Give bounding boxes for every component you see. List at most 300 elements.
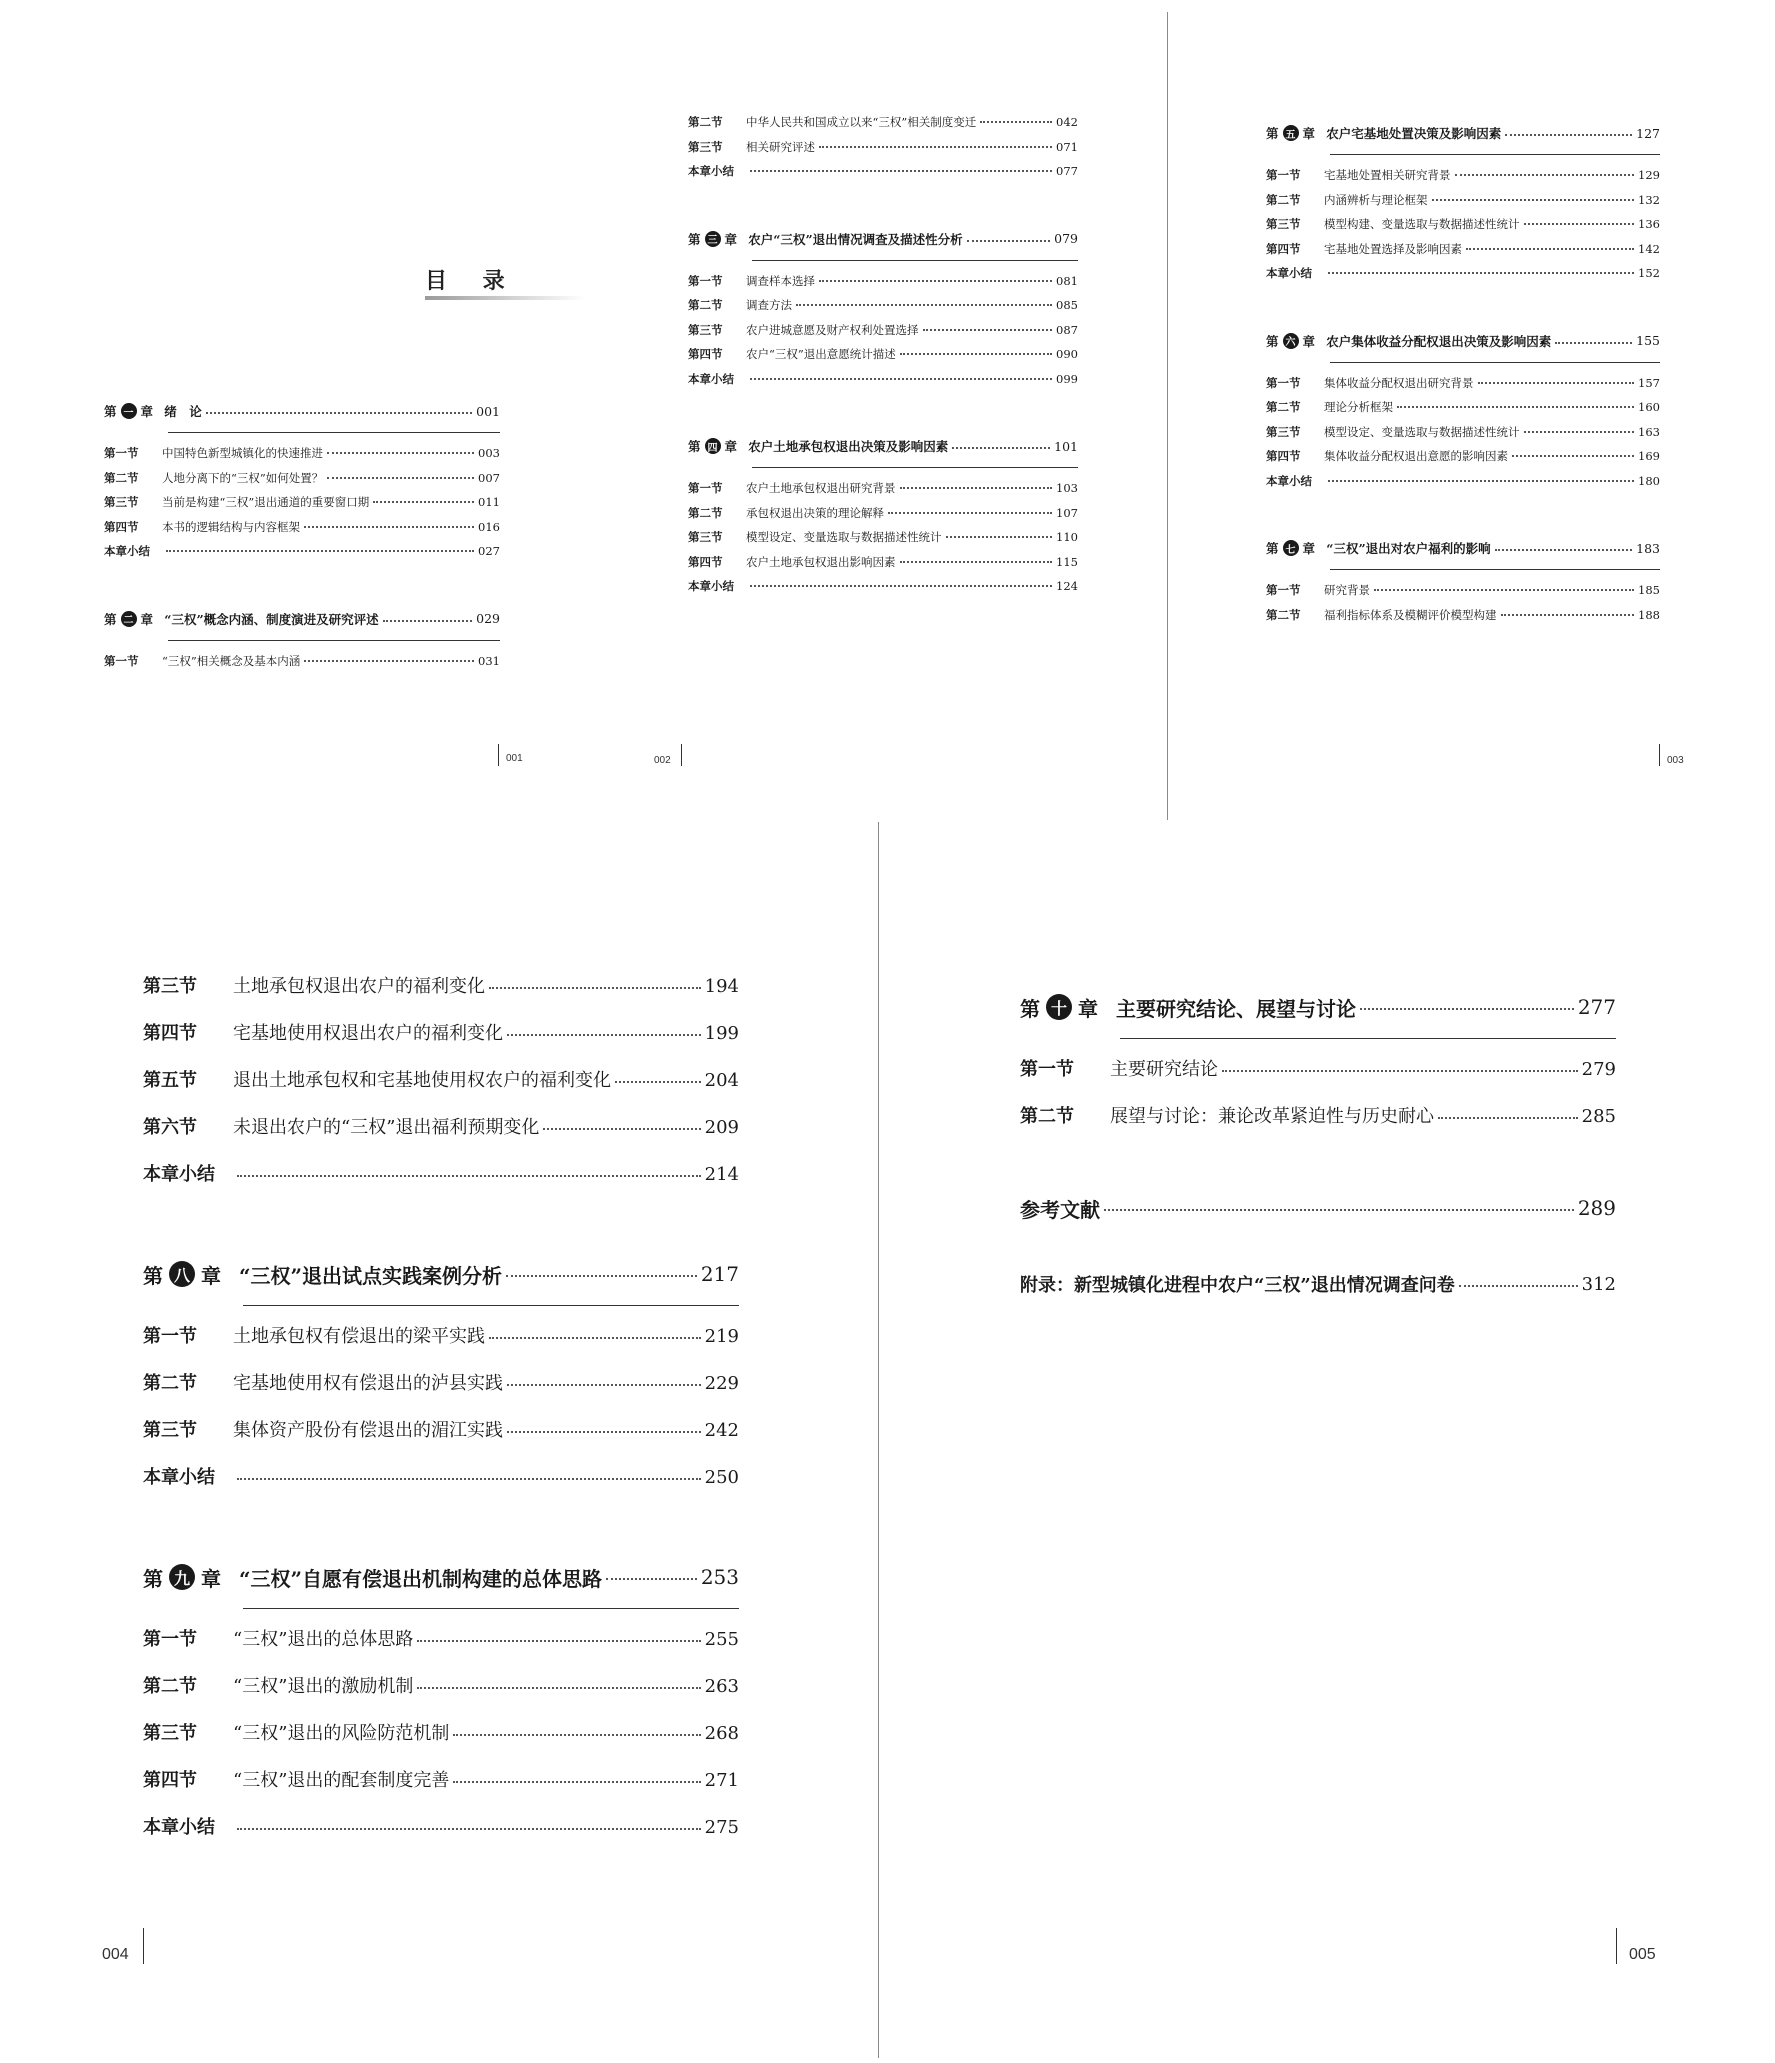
page-number: 152	[1638, 266, 1660, 280]
dot-leader	[819, 280, 1052, 282]
section-label: 本章小结	[688, 371, 734, 386]
chapter-title: “三权”自愿有偿退出机制构建的总体思路	[239, 1566, 603, 1591]
page-number: 087	[1056, 322, 1078, 337]
dot-leader	[900, 353, 1052, 355]
dot-leader	[417, 1687, 700, 1689]
section-label: 第四节	[143, 1770, 197, 1791]
toc-entry[interactable]	[688, 578, 1078, 603]
page-number: 077	[1056, 164, 1078, 178]
spread-divider-bottom	[878, 822, 879, 2058]
page-number: 271	[704, 1770, 739, 1791]
chapter-rule	[168, 640, 500, 641]
dot-leader	[819, 146, 1052, 148]
section-title: 研究背景	[1324, 583, 1370, 597]
section-title: 宅基地处置选择及影响因素	[1324, 241, 1462, 256]
toc-entry[interactable]	[104, 445, 500, 470]
section-title: 承包权退出决策的理论解释	[746, 505, 884, 520]
dot-leader	[506, 1275, 697, 1277]
dot-leader	[1360, 1008, 1574, 1010]
page-number: 090	[1056, 347, 1078, 361]
chapter-suffix: 章	[201, 1263, 221, 1288]
toc-entry[interactable]	[1020, 1055, 1616, 1102]
chapter-number-badge: 七	[1283, 540, 1299, 556]
toc-entry[interactable]	[143, 1066, 739, 1113]
section-label: 第四节	[104, 519, 139, 534]
chapter-suffix: 章	[724, 439, 738, 454]
dot-leader	[543, 1128, 700, 1130]
chapter-block	[104, 608, 500, 678]
entry-title: 附录：新型城镇化进程中农户“三权”退出情况调查问卷	[1020, 1275, 1455, 1296]
toc-entry[interactable]	[688, 273, 1078, 298]
section-label: 第三节	[688, 139, 723, 154]
dot-leader	[206, 412, 472, 414]
chapter-number-badge: 四	[705, 438, 721, 454]
section-label: 本章小结	[104, 544, 150, 558]
section-title: 农户进城意愿及财产权利处置选择	[746, 322, 919, 337]
chapter-block	[688, 435, 1078, 603]
section-label: 第一节	[104, 446, 139, 460]
dot-leader	[1438, 1117, 1578, 1119]
section-label: 第三节	[688, 530, 723, 544]
page-number: 031	[478, 653, 500, 668]
dot-leader	[1328, 480, 1634, 482]
dot-leader	[796, 304, 1052, 306]
section-title: 农户“三权”退出意愿统计描述	[746, 347, 896, 361]
section-title: 土地承包权退出农户的福利变化	[233, 976, 485, 997]
chapter-block	[688, 228, 1078, 396]
chapter-prefix: 第	[143, 1263, 163, 1288]
section-title: 模型设定、变量选取与数据描述性统计	[1324, 424, 1520, 439]
section-title: “三权”退出的总体思路	[233, 1629, 414, 1650]
section-title: 模型设定、变量选取与数据描述性统计	[746, 530, 942, 544]
section-title: 模型构建、变量选取与数据描述性统计	[1324, 217, 1520, 231]
section-title: 未退出农户的“三权”退出福利预期变化	[233, 1117, 540, 1138]
page-002-content	[688, 114, 1078, 603]
page-number: 242	[704, 1420, 739, 1441]
dot-leader	[1459, 1285, 1578, 1287]
chapter-block	[143, 1257, 739, 1510]
page-number: 071	[1056, 139, 1078, 154]
chapter-prefix: 第	[1266, 333, 1279, 349]
toc-entry[interactable]	[104, 653, 500, 678]
dot-leader	[1104, 1209, 1574, 1211]
chapter-rule	[1330, 362, 1660, 363]
page-number: 085	[1056, 298, 1078, 312]
toc-entry[interactable]	[1266, 448, 1660, 473]
dot-leader	[1512, 455, 1634, 457]
folio-bar-001	[498, 744, 499, 766]
dot-leader	[1478, 382, 1635, 384]
section-label: 第二节	[688, 115, 723, 129]
page-number: 169	[1638, 449, 1660, 463]
chapter-rule	[752, 260, 1078, 261]
toc-entry[interactable]	[1266, 192, 1660, 217]
page-001-content	[104, 400, 500, 677]
dot-leader	[373, 501, 474, 503]
chapter-number-badge: 二	[121, 611, 137, 627]
toc-entry[interactable]	[143, 1160, 739, 1207]
chapter-suffix: 章	[1302, 333, 1316, 349]
toc-entry[interactable]	[688, 114, 1078, 139]
dot-leader	[489, 1337, 701, 1339]
section-label: 本章小结	[1266, 266, 1312, 280]
dot-leader	[1495, 549, 1632, 551]
chapter-suffix: 章	[140, 611, 154, 627]
toc-entry[interactable]	[688, 371, 1078, 396]
dot-leader	[900, 561, 1053, 563]
page-number: 217	[700, 1262, 739, 1286]
chapter-prefix: 第	[104, 404, 117, 419]
dot-leader	[1432, 199, 1635, 201]
section-title: 调查方法	[746, 298, 792, 312]
toc-entry[interactable]	[1266, 582, 1660, 607]
page-number: 155	[1636, 333, 1660, 348]
chapter-title: 绪 论	[164, 404, 202, 419]
toc-entry[interactable]	[143, 1672, 739, 1719]
dot-leader	[327, 477, 474, 479]
chapter-heading[interactable]	[1266, 330, 1660, 352]
section-label: 第四节	[143, 1023, 197, 1044]
section-label: 第一节	[688, 273, 723, 288]
toc-entry[interactable]	[104, 494, 500, 519]
dot-leader	[1505, 134, 1632, 136]
toc-entry[interactable]	[143, 1113, 739, 1160]
dot-leader	[1466, 248, 1634, 250]
toc-entry[interactable]	[688, 529, 1078, 554]
section-title: “三权”退出的风险防范机制	[233, 1723, 450, 1744]
dot-leader	[507, 1384, 701, 1386]
dot-leader	[606, 1578, 697, 1580]
section-label: 第二节	[143, 1676, 197, 1697]
chapter-rule	[1330, 154, 1660, 155]
page-number: 183	[1636, 540, 1660, 556]
section-title: “三权”相关概念及基本内涵	[162, 653, 301, 668]
page-number: 029	[476, 611, 500, 626]
dot-leader	[1524, 223, 1635, 225]
folio-004: 004	[102, 1946, 129, 1963]
toc-entry[interactable]	[143, 1813, 739, 1860]
section-label: 第三节	[143, 1420, 197, 1441]
section-label: 第二节	[1266, 607, 1301, 622]
toc-entry[interactable]	[143, 1369, 739, 1416]
toc-entry[interactable]	[688, 322, 1078, 347]
dot-leader	[166, 550, 474, 552]
section-title: 集体收益分配权退出意愿的影响因素	[1324, 449, 1508, 463]
page-number: 115	[1056, 554, 1078, 569]
page-number: 016	[478, 519, 500, 534]
section-label: 第三节	[143, 976, 197, 997]
section-label: 第一节	[1266, 583, 1301, 597]
section-title: 土地承包权有偿退出的梁平实践	[233, 1326, 485, 1347]
page-number: 289	[1577, 1196, 1616, 1220]
chapter-suffix: 章	[1078, 996, 1098, 1021]
toc-entry[interactable]	[688, 346, 1078, 371]
chapter-heading[interactable]	[1020, 990, 1616, 1024]
toc-title-rule	[425, 296, 585, 300]
dot-leader	[237, 1175, 701, 1177]
dot-leader	[980, 121, 1052, 123]
folio-bar-004	[143, 1928, 144, 1964]
chapter-rule	[243, 1608, 739, 1609]
dot-leader	[304, 660, 474, 662]
section-label: 第五节	[143, 1070, 197, 1091]
chapter-block	[1266, 330, 1660, 498]
dot-leader	[304, 526, 474, 528]
toc-entry[interactable]	[1266, 167, 1660, 192]
page-number: 079	[1054, 231, 1078, 246]
toc-entry[interactable]	[143, 1322, 739, 1369]
section-title: 集体资产股份有偿退出的湄江实践	[233, 1420, 503, 1441]
toc-entry[interactable]	[1266, 424, 1660, 449]
dot-leader	[1222, 1070, 1578, 1072]
toc-entry[interactable]	[143, 1766, 739, 1813]
page-number: 268	[704, 1723, 739, 1744]
dot-leader	[1328, 272, 1634, 274]
chapter-rule	[243, 1305, 739, 1306]
section-title: 调查样本选择	[746, 273, 815, 288]
page-number: 003	[478, 446, 500, 460]
toc-entry[interactable]	[104, 470, 500, 495]
chapter-heading[interactable]	[104, 608, 500, 630]
chapter-heading[interactable]	[143, 1257, 739, 1291]
dot-leader	[750, 170, 1052, 172]
section-title: 集体收益分配权退出研究背景	[1324, 375, 1474, 390]
page-005-content	[1020, 990, 1616, 1301]
dot-leader	[1397, 406, 1634, 408]
chapter-title: 主要研究结论、展望与讨论	[1116, 996, 1356, 1021]
section-label: 第二节	[1266, 192, 1301, 207]
page-number: 110	[1056, 530, 1078, 544]
toc-entry[interactable]	[688, 505, 1078, 530]
section-label: 第二节	[688, 298, 723, 312]
page-number: 277	[1577, 995, 1616, 1019]
chapter-title: “三权”退出对农户福利的影响	[1326, 541, 1491, 556]
section-label: 第一节	[1020, 1059, 1074, 1080]
section-title: “三权”退出的配套制度完善	[233, 1770, 450, 1791]
toc-entry[interactable]	[143, 972, 739, 1019]
toc-entry[interactable]	[104, 543, 500, 568]
section-label: 第一节	[143, 1629, 197, 1650]
toc-entry[interactable]	[1266, 399, 1660, 424]
section-title: 主要研究结论	[1110, 1059, 1218, 1080]
page-number: 001	[476, 403, 500, 419]
chapter-title: 农户土地承包权退出决策及影响因素	[748, 439, 949, 454]
toc-entry[interactable]	[688, 297, 1078, 322]
section-title: 相关研究评述	[746, 139, 815, 154]
dot-leader	[453, 1781, 700, 1783]
dot-leader	[900, 487, 1053, 489]
page-number: 101	[1054, 438, 1078, 454]
chapter-heading[interactable]	[1266, 537, 1660, 559]
section-title: 中华人民共和国成立以来“三权”相关制度变迁	[746, 115, 977, 129]
page-number: 209	[704, 1117, 739, 1138]
toc-entry[interactable]	[1266, 241, 1660, 266]
page-004-content	[143, 972, 739, 1860]
dot-leader	[417, 1640, 700, 1642]
section-title: 宅基地处置相关研究背景	[1324, 168, 1451, 182]
page-number: 129	[1638, 168, 1660, 182]
toc-entry[interactable]	[688, 163, 1078, 188]
section-title: 人地分离下的“三权”如何处置？	[162, 470, 324, 485]
dot-leader	[750, 585, 1052, 587]
page-number: 157	[1638, 375, 1660, 390]
section-title: 农户土地承包权退出影响因素	[746, 554, 896, 569]
chapter-rule	[168, 432, 500, 433]
page-number: 027	[478, 544, 500, 558]
toc-entry[interactable]	[143, 1625, 739, 1672]
section-label: 第四节	[688, 554, 723, 569]
toc-entry[interactable]	[143, 1719, 739, 1766]
chapter-prefix: 第	[104, 611, 117, 627]
section-label: 第三节	[688, 322, 723, 337]
dot-leader	[383, 620, 472, 622]
section-title: 当前是构建“三权”退出通道的重要窗口期	[162, 495, 370, 509]
toc-entry[interactable]	[1266, 216, 1660, 241]
section-title: 福利指标体系及模糊评价模型构建	[1324, 607, 1497, 622]
chapter-prefix: 第	[688, 439, 701, 454]
chapter-number-badge: 六	[1283, 333, 1299, 349]
toc-entry[interactable]	[1020, 1102, 1616, 1149]
chapter-block	[1020, 990, 1616, 1149]
chapter-block	[1266, 537, 1660, 631]
references-entry[interactable]	[1020, 1191, 1616, 1225]
toc-entry[interactable]	[1266, 473, 1660, 498]
dot-leader	[946, 536, 1053, 538]
section-title: 退出土地承包权和宅基地使用权农户的福利变化	[233, 1070, 611, 1091]
page-number: 124	[1056, 579, 1078, 593]
section-label: 本章小结	[143, 1467, 215, 1488]
page-number: 081	[1056, 273, 1078, 288]
page-number: 250	[704, 1467, 739, 1488]
dot-leader	[952, 447, 1050, 449]
section-label: 本章小结	[143, 1164, 215, 1185]
toc-entry[interactable]	[143, 1019, 739, 1066]
section-label: 本章小结	[688, 579, 734, 593]
spread-divider-top	[1167, 12, 1168, 820]
page-number: 229	[704, 1373, 739, 1394]
section-title: 农户土地承包权退出研究背景	[746, 481, 896, 495]
chapter-prefix: 第	[1020, 996, 1040, 1021]
section-label: 第四节	[1266, 449, 1301, 463]
toc-entry[interactable]	[104, 519, 500, 544]
dot-leader	[489, 987, 701, 989]
dot-leader	[237, 1478, 701, 1480]
chapter-prefix: 第	[688, 231, 701, 247]
section-label: 本章小结	[688, 164, 734, 178]
chapter-heading[interactable]	[143, 1560, 739, 1594]
chapter-prefix: 第	[1266, 126, 1279, 141]
folio-bar-002	[681, 744, 682, 766]
toc-entry[interactable]	[1266, 607, 1660, 632]
section-title: 宅基地使用权有偿退出的泸县实践	[233, 1373, 503, 1394]
page-number: 103	[1056, 481, 1078, 495]
section-label: 本章小结	[1266, 473, 1312, 488]
section-title: 展望与讨论：兼论改革紧迫性与历史耐心	[1110, 1106, 1434, 1127]
page-number: 188	[1638, 607, 1660, 622]
chapter-rule	[752, 467, 1078, 468]
page-number: 263	[704, 1676, 739, 1697]
section-label: 第二节	[688, 505, 723, 520]
dot-leader	[507, 1431, 701, 1433]
section-label: 第四节	[688, 347, 723, 361]
toc-entry[interactable]	[1266, 375, 1660, 400]
folio-bar-003	[1659, 744, 1660, 766]
section-label: 本章小结	[143, 1817, 215, 1838]
page-number: 185	[1638, 583, 1660, 597]
page-number: 204	[704, 1070, 739, 1091]
page-number: 142	[1638, 241, 1660, 256]
dot-leader	[237, 1828, 701, 1830]
section-title: 中国特色新型城镇化的快速推进	[162, 446, 323, 460]
chapter-heading[interactable]	[1266, 122, 1660, 144]
chapter-suffix: 章	[1302, 126, 1316, 141]
page-number: 214	[704, 1164, 739, 1185]
page-number: 099	[1056, 371, 1078, 386]
section-title: 理论分析框架	[1324, 400, 1393, 414]
chapter-block	[143, 1560, 739, 1860]
page-number: 107	[1056, 505, 1078, 520]
section-label: 第三节	[1266, 424, 1301, 439]
page-number: 312	[1581, 1273, 1616, 1295]
page-number: 127	[1636, 125, 1660, 141]
section-label: 第六节	[143, 1117, 197, 1138]
chapter-rule	[1120, 1038, 1616, 1039]
toc-entry[interactable]	[1266, 265, 1660, 290]
chapter-heading[interactable]	[104, 400, 500, 422]
dot-leader	[1501, 614, 1635, 616]
chapter-heading[interactable]	[688, 228, 1078, 250]
chapter-prefix: 第	[143, 1566, 163, 1591]
page-number: 007	[478, 470, 500, 485]
page-number: 160	[1638, 400, 1660, 414]
chapter-heading[interactable]	[688, 435, 1078, 457]
page-number: 163	[1638, 424, 1660, 439]
toc-entry[interactable]	[143, 1463, 739, 1510]
page-number: 011	[478, 495, 500, 509]
chapter-suffix: 章	[1302, 541, 1316, 556]
chapter-number-badge: 八	[169, 1261, 195, 1287]
toc-entry[interactable]	[688, 480, 1078, 505]
toc-entry[interactable]	[688, 139, 1078, 164]
chapter-number-badge: 三	[705, 231, 721, 247]
chapter-number-badge: 九	[169, 1564, 195, 1590]
dot-leader	[967, 240, 1050, 242]
section-label: 第一节	[104, 653, 139, 668]
page-003-content	[1266, 122, 1660, 631]
page-number: 255	[704, 1629, 739, 1650]
chapter-title: “三权”概念内涵、制度演进及研究评述	[164, 611, 379, 627]
section-title: 宅基地使用权退出农户的福利变化	[233, 1023, 503, 1044]
entry-title: 参考文献	[1020, 1197, 1100, 1222]
section-label: 第二节	[1020, 1106, 1074, 1127]
section-label: 第一节	[1266, 375, 1301, 390]
chapter-number-badge: 一	[121, 403, 137, 419]
page-number: 180	[1638, 473, 1660, 488]
toc-entry[interactable]	[143, 1416, 739, 1463]
section-title: 本书的逻辑结构与内容框架	[162, 519, 300, 534]
toc-entry[interactable]	[688, 554, 1078, 579]
section-title: 内涵辨析与理论框架	[1324, 192, 1428, 207]
section-label: 第三节	[143, 1723, 197, 1744]
chapter-number-badge: 五	[1283, 125, 1299, 141]
chapter-prefix: 第	[1266, 541, 1279, 556]
toc-title: 目 录	[425, 268, 519, 294]
folio-003: 003	[1667, 755, 1684, 766]
page-number: 194	[704, 976, 739, 997]
page-number: 042	[1056, 115, 1078, 129]
appendix-entry[interactable]	[1020, 1267, 1616, 1301]
page-number: 285	[1581, 1106, 1616, 1127]
